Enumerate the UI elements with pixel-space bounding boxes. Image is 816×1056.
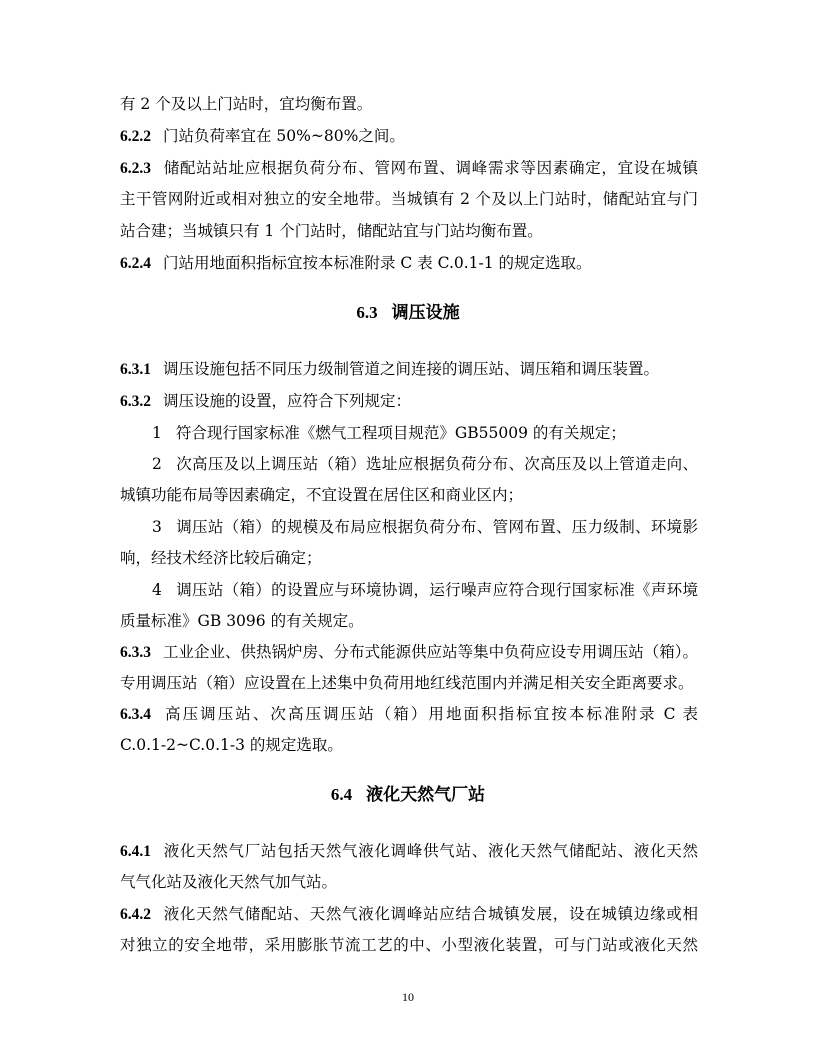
section-title: 液化天然气厂站 xyxy=(366,785,486,805)
clause-6-2-3-line-3 xyxy=(120,216,698,247)
clause-text: 工业企业、供热锅炉房、分布式能源供应站等集中负荷应设专用调压站（箱）。 xyxy=(163,643,698,661)
clause-text: 液化天然气厂站包括天然气液化调峰供气站、液化天然气储配站、液化天然 xyxy=(163,842,698,860)
clause-number: 6.3.2 xyxy=(120,393,151,410)
clause-6-3-3-line-2 xyxy=(120,668,698,699)
clause-text: 对独立的安全地带，采用膨胀节流工艺的中、小型液化装置，可与门站或液化天然 xyxy=(120,936,698,954)
list-item-number: 4 xyxy=(152,581,162,599)
clause-number: 6.3.1 xyxy=(120,361,151,378)
section-number: 6.4 xyxy=(330,785,353,804)
list-item-text: 城镇功能布局等因素确定，不宜设置在居住区和商业区内； xyxy=(120,486,524,504)
clause-6-3-4-line-1 xyxy=(120,699,698,730)
list-item-2-line-1 xyxy=(120,449,698,480)
clause-text: 储配站站址应根据负荷分布、管网布置、调峰需求等因素确定，宜设在城镇 xyxy=(163,159,698,177)
list-item-2-line-2 xyxy=(120,480,698,511)
clause-number: 6.4.1 xyxy=(120,843,151,860)
list-item-1 xyxy=(120,418,698,449)
clause-text: 液化天然气储配站、天然气液化调峰站应结合城镇发展，设在城镇边缘或相 xyxy=(163,905,698,923)
list-item-4-line-2 xyxy=(120,606,698,637)
paragraph-text: 有 2 个及以上门站时，宜均衡布置。 xyxy=(120,95,373,113)
section-number: 6.3 xyxy=(356,303,378,322)
list-item-text: 响，经技术经济比较后确定； xyxy=(120,549,322,567)
clause-text: 调压设施的设置，应符合下列规定： xyxy=(163,392,412,410)
clause-6-2-2 xyxy=(120,121,698,152)
clause-6-2-3-line-2 xyxy=(120,184,698,215)
list-item-text: 次高压及以上调压站（箱）选址应根据负荷分布、次高压及以上管道走向、 xyxy=(175,455,698,473)
list-item-text: 调压站（箱）的设置应与环境协调，运行噪声应符合现行国家标准《声环境 xyxy=(175,581,698,599)
paragraph-6-2-1-continuation xyxy=(120,89,698,120)
clause-text: 站合建；当城镇只有 1 个门站时，储配站宜与门站均衡布置。 xyxy=(120,222,543,240)
clause-text: 门站负荷率宜在 50%~80%之间。 xyxy=(163,127,405,145)
clause-number: 6.2.4 xyxy=(120,255,151,272)
clause-number: 6.3.4 xyxy=(120,706,151,723)
clause-6-4-2-line-1 xyxy=(120,899,698,930)
list-item-number: 3 xyxy=(152,518,162,536)
clause-6-4-1-line-1 xyxy=(120,836,698,867)
clause-text: 气气化站及液化天然气加气站。 xyxy=(120,873,338,891)
clause-number: 6.3.3 xyxy=(120,644,151,661)
list-item-3-line-1 xyxy=(120,512,698,543)
clause-text: 门站用地面积指标宜按本标准附录 C 表 C.0.1-1 的规定选取。 xyxy=(163,254,592,272)
clause-text: 专用调压站（箱）应设置在上述集中负荷用地红线范围内并满足相关安全距离要求。 xyxy=(120,674,694,692)
list-item-text: 质量标准》GB 3096 的有关规定。 xyxy=(120,612,364,630)
clause-text: 高压调压站、次高压调压站（箱）用地面积指标宜按本标准附录 C 表 xyxy=(163,705,698,723)
section-heading-6-4 xyxy=(0,780,816,810)
section-heading-6-3 xyxy=(0,298,816,328)
clause-number: 6.2.2 xyxy=(120,128,151,145)
list-item-text: 调压站（箱）的规模及布局应根据负荷分布、管网布置、压力级制、环境影 xyxy=(175,518,698,536)
clause-6-3-2 xyxy=(120,386,698,417)
clause-text: 调压设施包括不同压力级制管道之间连接的调压站、调压箱和调压装置。 xyxy=(163,360,660,378)
clause-6-2-4 xyxy=(120,248,698,279)
list-item-number: 2 xyxy=(152,455,162,473)
clause-text: C.0.1-2~C.0.1-3 的规定选取。 xyxy=(120,736,343,754)
clause-6-3-1 xyxy=(120,354,698,385)
list-item-text: 符合现行国家标准《燃气工程项目规范》GB55009 的有关规定； xyxy=(175,424,626,442)
clause-6-2-3-line-1 xyxy=(120,153,698,184)
list-item-4-line-1 xyxy=(120,575,698,606)
clause-6-4-2-line-2 xyxy=(120,930,698,961)
clause-6-3-3-line-1 xyxy=(120,637,698,668)
clause-number: 6.4.2 xyxy=(120,906,151,923)
clause-number: 6.2.3 xyxy=(120,160,151,177)
list-item-3-line-2 xyxy=(120,543,698,574)
section-title: 调压设施 xyxy=(391,303,460,323)
clause-text: 主干管网附近或相对独立的安全地带。当城镇有 2 个及以上门站时，储配站宜与门 xyxy=(120,190,698,208)
clause-6-3-4-line-2 xyxy=(120,730,698,761)
clause-6-4-1-line-2 xyxy=(120,867,698,898)
page-number: 10 xyxy=(402,990,414,1004)
list-item-number: 1 xyxy=(152,424,162,442)
